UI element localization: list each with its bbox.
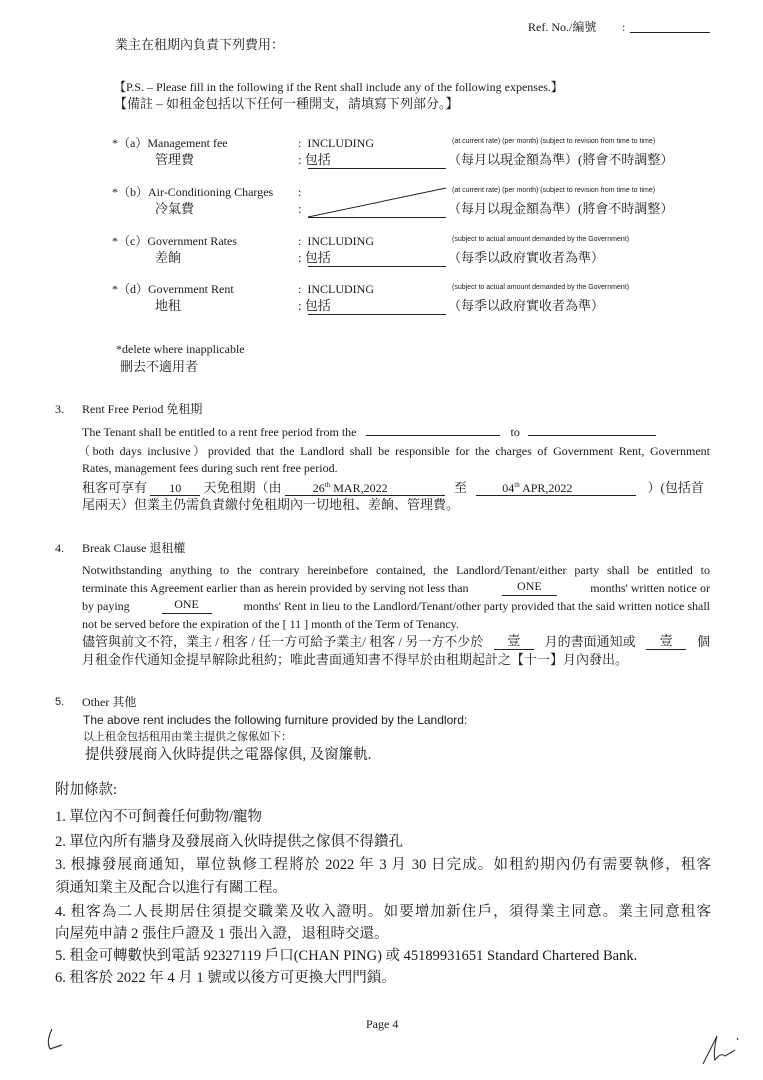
s3-title: Rent Free Period 免租期 <box>82 402 203 416</box>
text: 租客可享有 <box>82 480 148 495</box>
expense-value-en: INCLUDING <box>307 234 374 248</box>
colon: : 包括 <box>298 298 331 313</box>
intro-text: 業主在租期內負責下列費用： <box>115 37 285 52</box>
strike-through-line <box>308 184 448 220</box>
s3-zh-line1 <box>82 479 704 496</box>
additional-clause-line: 1. 單位內不可飼養任何動物/寵物 <box>55 809 263 825</box>
page-number: Page 4 <box>366 1017 399 1031</box>
notice-months-field: ONE <box>502 580 557 596</box>
initials-signature-left <box>40 1025 80 1055</box>
expense-value-en: INCLUDING <box>307 136 374 150</box>
expense-value-zh: 包括 <box>304 250 331 265</box>
s4-zh-line1 <box>82 634 710 650</box>
s5-line3: 提供發展商入伙時提供之電器傢俱, 及窗簾軌. <box>85 747 372 763</box>
s4-line2 <box>82 580 710 596</box>
text: 天免租期（由 <box>203 480 282 495</box>
text: MAR,2022 <box>330 481 388 495</box>
ref-colon: : <box>622 20 626 34</box>
text: 月的書面通知或 <box>544 634 636 649</box>
expense-note-zh: （每季以政府實收者為準） <box>448 298 605 313</box>
s3-line1 <box>82 424 656 440</box>
expense-underline <box>308 314 446 315</box>
expense-label-en: *（c）Government Rates <box>112 234 237 248</box>
s5-line2: 以上租金包括租用由業主提供之傢俬如下： <box>83 731 292 743</box>
colon: : INCLUDING <box>298 234 374 248</box>
expense-underline <box>308 168 446 169</box>
expense-underline <box>308 266 446 267</box>
expense-note-en: (subject to actual amount demanded by the Government) <box>452 236 630 243</box>
text: 壹 <box>646 634 686 650</box>
additional-clause-line: 3. 根據發展商通知，單位執修工程將於 2022 年 3 月 30 日完成。如租約期內仍有需要執修，租客 <box>55 857 711 873</box>
expense-value-zh: 包括 <box>304 298 331 313</box>
expense-note-zh: （每月以現金額為準）(將會不時調整） <box>448 152 674 167</box>
text: 26 <box>312 481 325 495</box>
colon: : <box>298 185 305 199</box>
text: 個 <box>696 634 710 649</box>
colon: : INCLUDING <box>298 282 374 296</box>
s3-zh-line2: 尾兩天）但業主仍需負責繳付免租期內一切地租、差餉、管理費。 <box>82 497 460 512</box>
text: APR,2022 <box>519 481 573 495</box>
initials-signature-right <box>695 1030 745 1070</box>
text: months' written notice or <box>590 581 710 595</box>
s4-num: 4. <box>55 541 64 555</box>
text: th <box>324 481 331 489</box>
expense-note-zh: （每月以現金額為準）(將會不時調整） <box>448 201 674 216</box>
days-field: 10 <box>150 482 200 496</box>
colon: : 包括 <box>298 250 331 265</box>
additional-clause-line: 4. 租客為二人長期居住須提交職業及收入證明。如要增加新住戶，須得業主同意。業主同意租客 <box>55 904 711 920</box>
text: months' Rent in lieu to the Landlord/Tenant/other party provided that the said written notice shall <box>243 599 710 613</box>
expense-label-en: *（d）Government Rent <box>112 282 234 296</box>
expense-label-zh: 差餉 <box>155 250 182 265</box>
text: th <box>514 481 520 489</box>
s3-num: 3. <box>55 402 64 416</box>
additional-clause-line: 5. 租金可轉數快到電話 92327119 戶口(CHAN PING) 或 45189931651 Standard Chartered Bank. <box>55 948 638 964</box>
ps-en: 【P.S. – Please fill in the following if the Rent shall include any of the following expenses.】 <box>114 80 563 94</box>
text: terminate this Agreement earlier than as herein provided by serving not less than <box>82 581 469 595</box>
s3-line2: （both days inclusive）provided that the Landlord shall be responsible for the charges of Government Rent, Government <box>78 444 710 458</box>
additional-clause-line: 6. 租客於 2022 年 4 月 1 號或以後方可更換大門門鎖。 <box>55 970 396 986</box>
s5-line1: The above rent includes the following furniture provided by the Landlord: <box>83 713 468 727</box>
s5-num: 5. <box>55 696 65 708</box>
colon: : <box>298 201 302 216</box>
delete-note-zh: 刪去不適用者 <box>120 359 199 374</box>
additional-title: 附加條款: <box>55 782 118 798</box>
to-date-field <box>476 479 636 496</box>
s4-line3 <box>82 598 710 614</box>
expense-label-zh: 地租 <box>155 298 182 313</box>
expense-note-en: (at current rate) (per month) (subject to revision from time to time) <box>452 138 656 145</box>
rent-months-field: ONE <box>162 598 212 614</box>
text: 儘管與前文不符，業主 / 租客 / 任一方可給予業主/ 租客 / 另一方不少於 <box>82 634 484 649</box>
s3-line3: Rates, management fees during such rent free period. <box>82 461 338 475</box>
text: 04 <box>502 481 515 495</box>
expense-label-zh: 冷氣費 <box>155 201 195 216</box>
expense-note-en: (at current rate) (per month) (subject to revision from time to time) <box>452 187 656 194</box>
text: 壹 <box>494 634 534 650</box>
expense-label-zh: 管理費 <box>155 152 195 167</box>
expense-value-en: INCLUDING <box>307 282 374 296</box>
additional-clause-line: 須通知業主及配合以進行有關工程。 <box>55 880 287 896</box>
expense-label-en: *（a）Management fee <box>112 136 228 150</box>
s4-zh-line2: 月租金作代通知金提早解除此租約；唯此書面通知書不得早於由租期起計之【十一】月內發出。 <box>82 652 629 667</box>
to-blank <box>528 435 656 436</box>
expense-label-en: *（b）Air-Conditioning Charges <box>112 185 274 199</box>
text: to <box>510 425 520 439</box>
expense-note-zh: （每季以政府實收者為準） <box>448 250 605 265</box>
text: The Tenant shall be entitled to a rent free period from the <box>82 425 357 439</box>
s4-title: Break Clause 退租權 <box>82 541 186 555</box>
additional-clause-line: 向屋苑申請 2 張住戶證及 1 張出入證，退租時交還。 <box>55 926 389 942</box>
from-date-field <box>285 479 445 496</box>
ref-label: Ref. No./編號 <box>528 20 597 34</box>
s4-line1: Notwithstanding anything to the contrary hereinbefore contained, the Landlord/Tenant/either party shall be entitled to <box>82 563 710 577</box>
text: by paying <box>82 599 130 613</box>
ps-zh: 【備註 – 如租金包括以下任何一種開支，請填寫下列部分。】 <box>114 96 459 111</box>
text: ）(包括首 <box>647 480 704 495</box>
text: 至 <box>454 480 468 495</box>
s4-line4: not be served before the expiration of the [ 11 ] month of the Term of Tenancy. <box>82 617 459 631</box>
colon: : 包括 <box>298 152 331 167</box>
colon: : INCLUDING <box>298 136 374 150</box>
ref-number-blank <box>630 32 710 33</box>
expense-value-zh: 包括 <box>304 152 331 167</box>
delete-note-en: *delete where inapplicable <box>116 342 245 356</box>
expense-note-en: (subject to actual amount demanded by the Government) <box>452 284 630 291</box>
from-blank <box>366 435 500 436</box>
additional-clause-line: 2. 單位內所有牆身及發展商入伙時提供之傢俱不得鑽孔 <box>55 834 403 850</box>
s5-title: Other 其他 <box>82 695 137 709</box>
